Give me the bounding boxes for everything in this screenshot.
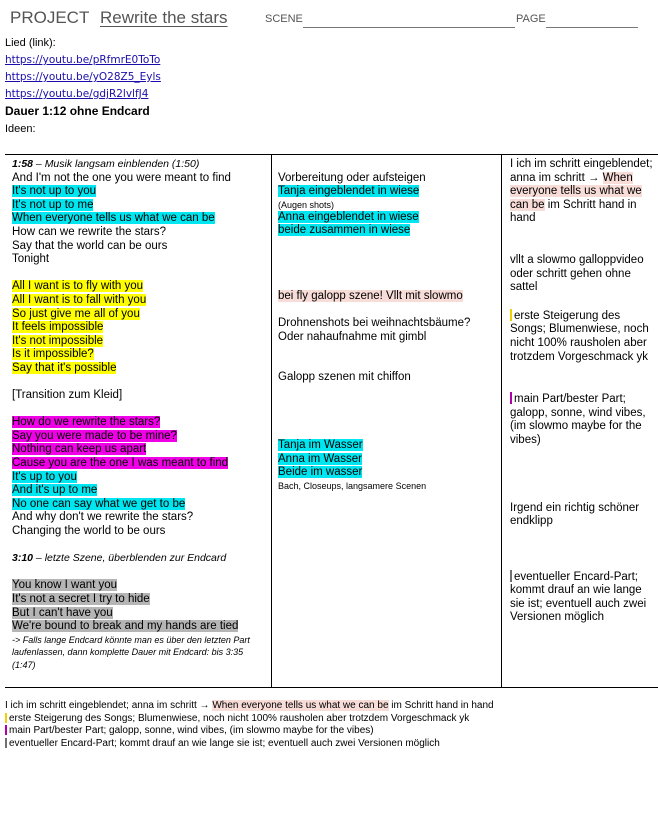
transition-note: [Transition zum Kleid] — [12, 389, 123, 402]
scene-text: Drohnenshots bei weihnachtsbäume? — [278, 317, 471, 330]
end-timecode: 3:10 – letzte Szene, überblenden zur Endcard — [12, 552, 227, 565]
lyric-line: Is it impossible? — [12, 348, 94, 361]
legend — [5, 700, 655, 750]
scene-text: beide zusammen in wiese — [278, 224, 411, 237]
start-timecode: 1:58 – Musik langsam einblenden (1:50) — [12, 158, 200, 170]
scene-note: Bach, Closeups, langsamere Scenen — [278, 480, 427, 491]
legend-line: eventueller Encard-Part; kommt drauf an wie lange sie ist; eventuell auch zwei Versionen möglich — [5, 738, 655, 751]
lyric-line: No one can say what we get to be — [12, 497, 186, 510]
note-slowmo: vllt a slowmo galloppvideo oder schritt gehen ohne sattel — [510, 253, 644, 294]
lyric-line: But I can't have you — [12, 606, 113, 619]
yellow-marker-icon — [5, 713, 7, 723]
lyrics-column — [5, 155, 272, 687]
lyric-line: It's not a secret I try to hide — [12, 593, 150, 605]
scene-text: Anna im Wasser — [278, 452, 362, 465]
note-intro: I ich im schritt eingeblendet; anna im schritt → When everyone tells us what we can be im Schritt hand in hand — [510, 158, 653, 225]
lyric-line: When everyone tells us what we can be — [12, 212, 215, 225]
lyric-line: All I want is to fly with you — [12, 280, 144, 293]
song-label: Lied (link): — [5, 37, 56, 49]
scene-text: Oder nahaufnahme mit gimbl — [278, 330, 427, 343]
scene-text: Tanja eingeblendet in wiese — [278, 185, 420, 198]
note-endcard: eventueller Encard-Part; kommt drauf an wie lange sie ist; eventuell auch zwei Versionen möglich — [510, 570, 647, 624]
gray-marker-icon — [510, 570, 512, 582]
magenta-marker-icon — [510, 392, 512, 404]
scene-text: Vorbereitung oder aufsteigen — [278, 171, 426, 184]
lyric-line: We're bound to break and my hands are tied — [12, 620, 239, 633]
project-title[interactable]: Rewrite the stars — [100, 8, 228, 27]
legend-line: main Part/bester Part; galopp, sonne, wind vibes, (im slowmo maybe for the vibes) — [5, 725, 655, 738]
lyric-line: And why don't we rewrite the stars? — [12, 511, 194, 524]
note-first-rise: erste Steigerung des Songs; Blumenwiese, noch nicht 100% rausholen aber trotzdem Vorgeschmack yk — [510, 309, 649, 363]
lyric-line: All I want is to fall with you — [12, 293, 147, 306]
lyric-line: Say you were made to be mine? — [12, 429, 177, 442]
lyrics-block-2 — [12, 280, 267, 375]
lyric-line: It feels impossible — [12, 321, 104, 334]
scenes-column — [272, 155, 502, 687]
legend-line: I ich im schritt eingeblendet; anna im schritt → When everyone tells us what we can be im Schritt hand in hand — [5, 700, 494, 711]
lyric-line: Say that it's possible — [12, 361, 117, 374]
scene-text: Beide im wasser — [278, 466, 363, 479]
lyric-line: It's up to you — [12, 470, 77, 483]
scene-note: (Augen shots) — [278, 199, 335, 210]
page-field[interactable] — [546, 27, 638, 28]
header — [5, 8, 650, 32]
scene-text: Anna eingeblendet in wiese — [278, 210, 419, 223]
lyrics-block-1 — [12, 172, 267, 267]
scene-label: SCENE — [265, 13, 303, 25]
lyric-line: It's not up to me — [12, 198, 94, 211]
note-main-part: main Part/bester Part; galopp, sonne, wind vibes, (im slowmo maybe for the vibes) — [510, 393, 646, 446]
legend-line: erste Steigerung des Songs; Blumenwiese, noch nicht 100% rausholen aber trotzdem Vorgeschmack yk — [5, 713, 655, 726]
scene-text: bei fly galopp szene! Vllt mit slowmo — [278, 289, 463, 302]
lyric-line: How can we rewrite the stars? — [12, 225, 167, 238]
lyric-line: And it's up to me — [12, 484, 98, 497]
project-label: PROJECT — [10, 8, 90, 27]
lyric-line: How do we rewrite the stars? — [12, 416, 161, 429]
yellow-marker-icon — [510, 309, 512, 321]
lyric-line: It's not up to you — [12, 185, 97, 198]
ideas-label: Ideen: — [5, 123, 36, 135]
lyric-line: You know I want you — [12, 579, 118, 592]
lyrics-block-3 — [12, 416, 267, 538]
song-link-3[interactable]: https://youtu.be/gdjR2lvlfJ4 — [5, 88, 149, 100]
scene-text: Tanja im Wasser — [278, 438, 363, 451]
lyric-line: Tonight — [12, 253, 50, 266]
magenta-marker-icon — [5, 725, 7, 735]
note-end-clip: Irgend ein richtig schöner endklipp — [510, 501, 640, 528]
scene-field[interactable] — [303, 27, 515, 28]
lyric-line: Cause you are the one I was meant to find — [12, 457, 229, 470]
lyric-line: Say that the world can be ours — [12, 239, 168, 252]
song-link-2[interactable]: https://youtu.be/yO28Z5_Eyls — [5, 71, 161, 83]
endcard-note: -> Falls lange Endcard könnte man es über den letzten Part laufenlassen, dann komplette Dauer mit Endcard: bis 3:35 (1:47) — [12, 634, 250, 670]
gray-marker-icon — [5, 738, 7, 748]
page-label: PAGE — [516, 13, 546, 25]
scene-text: Galopp szenen mit chiffon — [278, 371, 411, 384]
song-link-1[interactable]: https://youtu.be/pRfmrE0ToTo — [5, 54, 161, 66]
lyric-line: Changing the world to be ours — [12, 525, 166, 538]
lyric-line: So just give me all of you — [12, 307, 140, 320]
storyboard-table — [5, 154, 658, 688]
lyric-line: And I'm not the one you were meant to find — [12, 171, 231, 184]
lyrics-block-4 — [12, 579, 267, 633]
notes-column — [502, 155, 658, 687]
duration: Dauer 1:12 ohne Endcard — [5, 104, 150, 118]
lyric-line: Nothing can keep us apart — [12, 443, 147, 456]
lyric-line: It's not impossible — [12, 334, 104, 347]
